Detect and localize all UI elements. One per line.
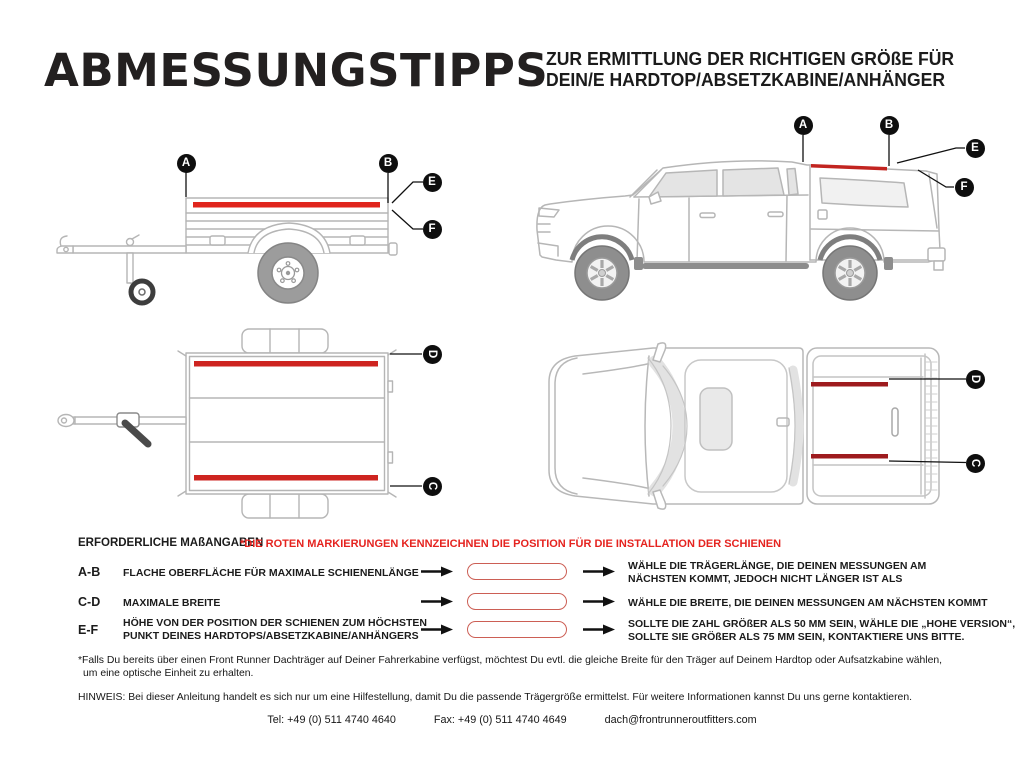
marker-c-trailer-top: C — [423, 477, 442, 496]
contact-tel: Tel: +49 (0) 511 4740 4640 — [267, 714, 396, 726]
rail-position-stripe-truck-top-2 — [811, 454, 888, 459]
rail-position-stripe-trailer-top-2 — [194, 475, 378, 481]
marker-e-truck-side: E — [966, 139, 985, 158]
contact-email: dach@frontrunneroutfitters.com — [604, 714, 757, 726]
marker-b-truck-side: B — [880, 116, 899, 135]
row-ab-id: A-B — [78, 565, 101, 579]
arrow-right-icon — [583, 624, 615, 635]
row-cd-result: WÄHLE DIE BREITE, DIE DEINEN MESSUNGEN AM NÄCHSTEN KOMMT — [628, 596, 988, 609]
leader-lines-trailer-top — [390, 354, 422, 486]
arrow-right-icon — [583, 596, 615, 607]
measurement-input-pill-cd — [467, 593, 567, 610]
marker-a-trailer-side: A — [177, 154, 196, 173]
measurement-input-pill-ef — [467, 621, 567, 638]
marker-e-trailer-side: E — [423, 173, 442, 192]
marker-f-truck-side: F — [955, 178, 974, 197]
asterisk-footnote: *Falls Du bereits über einen Front Runner Dachträger auf Deiner Fahrerkabine verfügst, möchtest Du evtl. die gleiche Breite für den Träger auf Deinem Hardtop oder Aufsatzkabine wählen, um eine optische Einheit zu erhalten. — [78, 655, 943, 679]
row-ef-result: SOLLTE DIE ZAHL GRÖßER ALS 50 MM SEIN, WÄHLE DIE „HOHE VERSION“, SOLLTE SIE GRÖßER ALS 75 MM SEIN, KONTAKTIERE UNS BITTE. — [628, 618, 1016, 643]
rail-position-stripe-truck-top-1 — [811, 382, 888, 387]
row-ef-label: HÖHE VON DER POSITION DER SCHIENEN ZUM HÖCHSTEN PUNKT DEINES HARDTOPS/ABSETZKABINE/ANHÄNGERS — [123, 617, 427, 642]
trailer-side-view-illustration — [55, 125, 475, 320]
row-ef-id: E-F — [78, 623, 99, 637]
arrow-right-icon — [583, 566, 615, 577]
rail-position-stripe-trailer-side — [193, 202, 380, 208]
red-markings-note: *DIE ROTEN MARKIERUNGEN KENNZEICHNEN DIE POSITION FÜR DIE INSTALLATION DER SCHIENEN — [240, 537, 782, 550]
marker-d-truck-top: D — [966, 370, 985, 389]
arrow-right-icon — [421, 566, 453, 577]
trailer-top-view-illustration — [55, 325, 475, 525]
marker-f-trailer-side: F — [423, 220, 442, 239]
subtitle-line-2: DEIN/E HARDTOP/ABSETZKABINE/ANHÄNGER — [546, 68, 946, 90]
subtitle-line-1: ZUR ERMITTLUNG DER RICHTIGEN GRÖßE FÜR — [546, 48, 955, 69]
measurement-input-pill-ab — [467, 563, 567, 580]
hinweis-note: HINWEIS: Bei dieser Anleitung handelt es sich nur um eine Hilfestellung, damit Du die passende Trägergröße ermittelst. Für weitere Informationen kannst Du uns gerne kontaktieren. — [78, 692, 912, 703]
arrow-right-icon — [421, 596, 453, 607]
row-ab-label: FLACHE OBERFLÄCHE FÜR MAXIMALE SCHIENENLÄNGE — [123, 566, 419, 579]
page-title: ABMESSUNGSTIPPS — [44, 44, 549, 97]
arrow-right-icon — [421, 624, 453, 635]
page-subtitle — [546, 49, 954, 90]
truck-rear-wheel — [823, 246, 877, 300]
truck-front-wheel — [575, 246, 629, 300]
marker-d-trailer-top: D — [423, 345, 442, 364]
truck-top-view-illustration — [535, 330, 1010, 525]
contact-line — [0, 714, 1024, 726]
truck-side-view-illustration — [530, 110, 1010, 320]
contact-fax: Fax: +49 (0) 511 4740 4649 — [433, 714, 567, 726]
rail-position-stripe-trailer-top-1 — [194, 361, 378, 367]
required-measurements-heading: ERFORDERLICHE MAßANGABEN — [78, 537, 264, 549]
marker-c-truck-top: C — [966, 454, 985, 473]
row-cd-label: MAXIMALE BREITE — [123, 596, 221, 609]
row-ab-result: WÄHLE DIE TRÄGERLÄNGE, DIE DEINEN MESSUNGEN AM NÄCHSTEN KOMMT, JEDOCH NICHT LÄNGER IST ALS — [628, 559, 927, 585]
row-cd-id: C-D — [78, 595, 101, 609]
marker-a-truck-side: A — [794, 116, 813, 135]
marker-b-trailer-side: B — [379, 154, 398, 173]
